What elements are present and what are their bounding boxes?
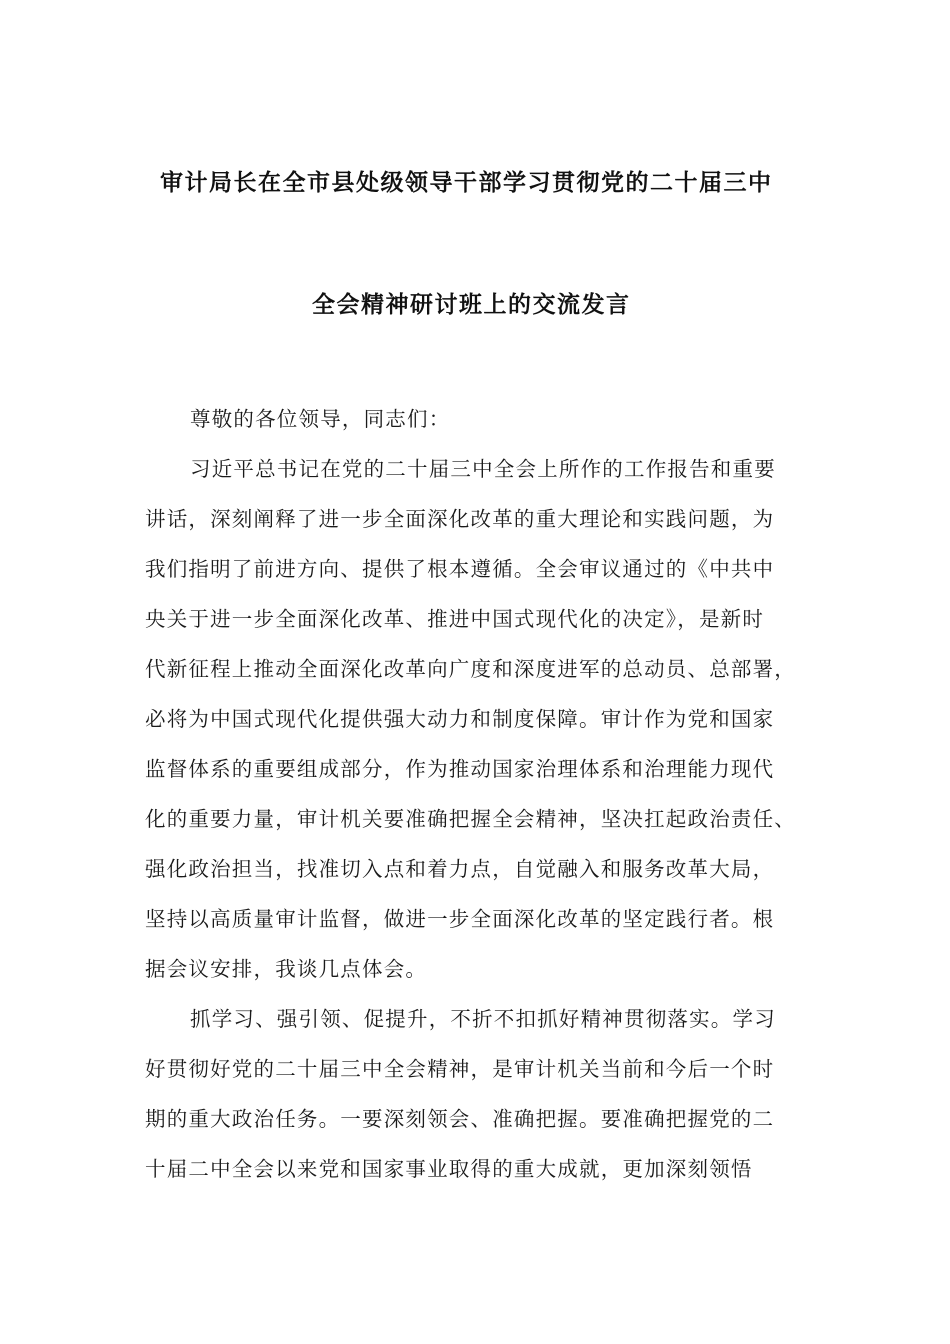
salutation: 尊敬的各位领导，同志们： [190, 407, 451, 431]
paragraph-1-line: 化的重要力量，审计机关要准确把握全会精神，坚决扛起政治责任、 [145, 807, 796, 831]
paragraph-1-line: 据会议安排，我谈几点体会。 [145, 957, 428, 981]
paragraph-1-line: 监督体系的重要组成部分，作为推动国家治理体系和治理能力现代 [145, 757, 775, 781]
paragraph-1-line: 坚持以高质量审计监督，做进一步全面深化改革的坚定践行者。根 [145, 907, 775, 931]
paragraph-2-line: 十届二中全会以来党和国家事业取得的重大成就，更加深刻领悟 [145, 1157, 753, 1181]
document-title-line-1: 审计局长在全市县处级领导干部学习贯彻党的二十届三中 [160, 170, 773, 196]
paragraph-1-line: 代新征程上推动全面深化改革向广度和深度进军的总动员、总部署， [145, 657, 796, 681]
document-title-line-2: 全会精神研讨班上的交流发言 [312, 292, 631, 318]
paragraph-1-line: 强化政治担当，找准切入点和着力点，自觉融入和服务改革大局， [145, 857, 775, 881]
paragraph-1-line: 央关于进一步全面深化改革、推进中国式现代化的决定》，是新时 [145, 607, 765, 631]
paragraph-1-line: 我们指明了前进方向、提供了根本遵循。全会审议通过的《中共中 [145, 557, 775, 581]
paragraph-1-line: 习近平总书记在党的二十届三中全会上所作的工作报告和重要 [190, 457, 776, 481]
paragraph-1-line: 必将为中国式现代化提供强大动力和制度保障。审计作为党和国家 [145, 707, 775, 731]
paragraph-2-line: 期的重大政治任务。一要深刻领会、准确把握。要准确把握党的二 [145, 1107, 775, 1131]
paragraph-2-line: 好贯彻好党的二十届三中全会精神，是审计机关当前和今后一个时 [145, 1057, 775, 1081]
paragraph-1-line: 讲话，深刻阐释了进一步全面深化改革的重大理论和实践问题，为 [145, 507, 775, 531]
paragraph-2-line: 抓学习、强引领、促提升，不折不扣抓好精神贯彻落实。学习 [190, 1007, 776, 1031]
